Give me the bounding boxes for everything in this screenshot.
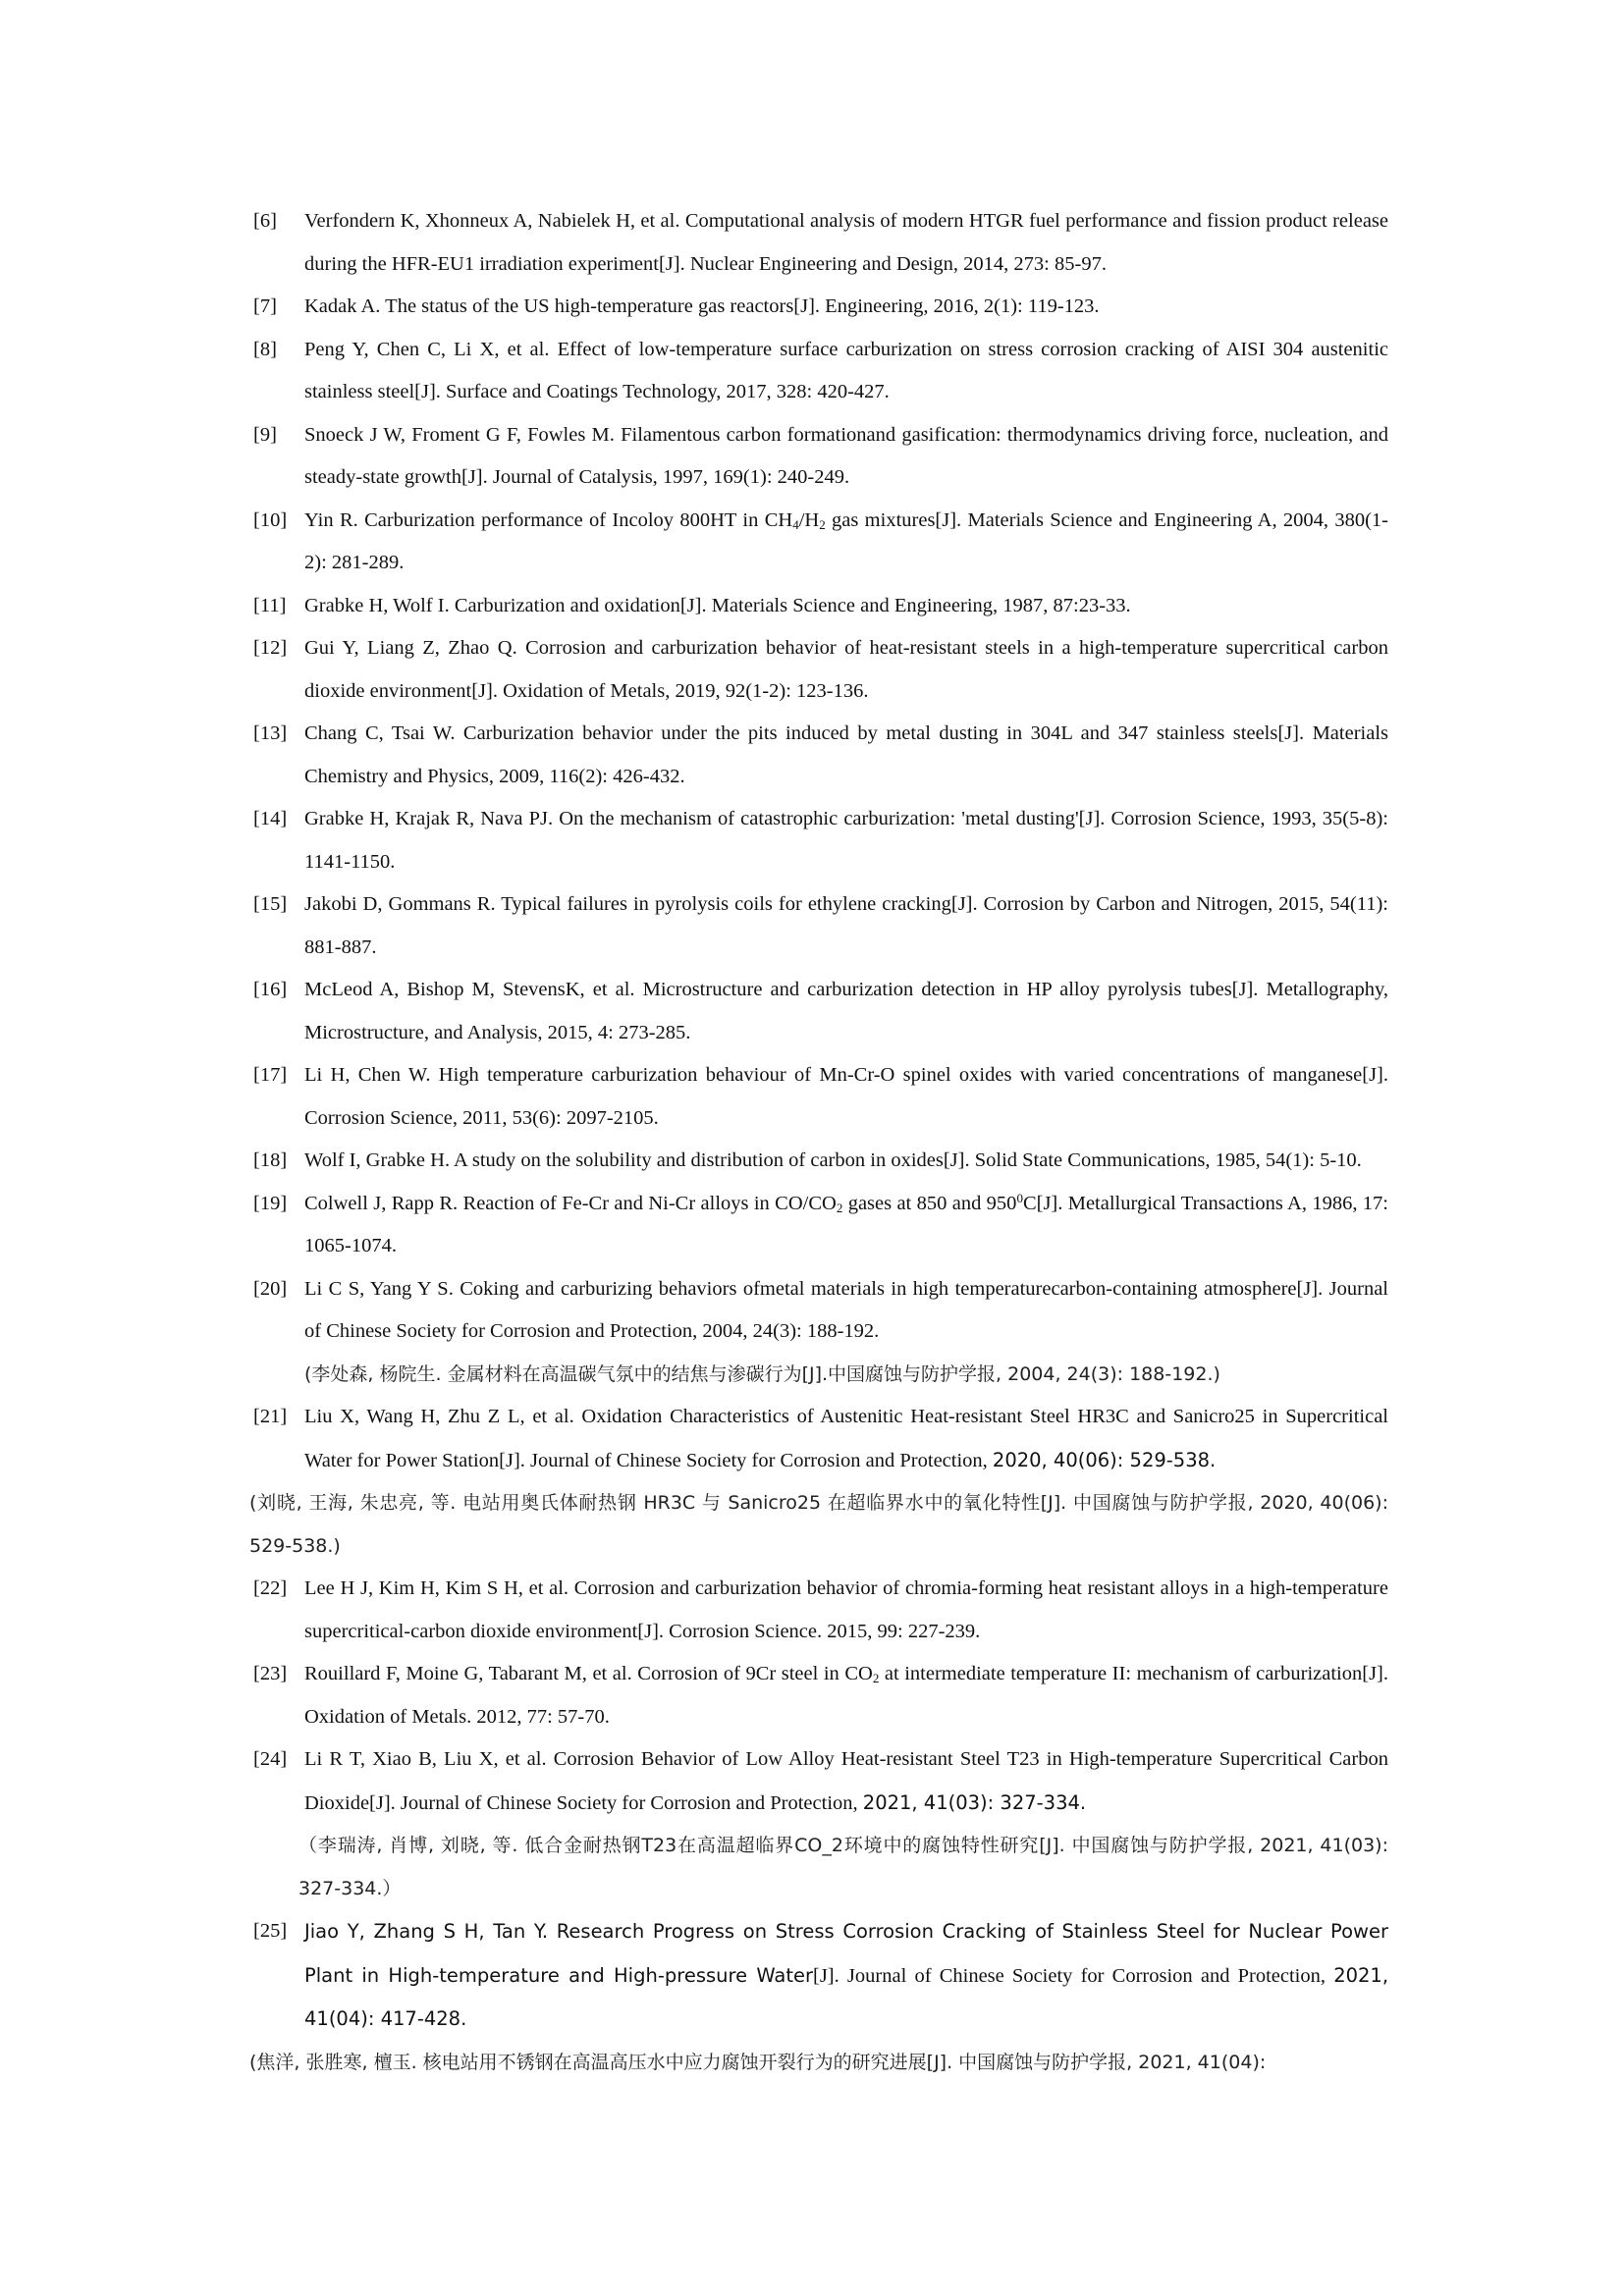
reference-number: [25] [253,1920,288,1942]
reference-number: [16] [253,979,288,1000]
reference-item [253,500,1388,585]
reference-text: McLeod A, Bishop M, StevensK, et al. Microstructure and carburization detection in HP alloy pyrolysis tubes[J]. Metallography, Microstructure, and Analysis, 2015, 4: 273-285. [304,979,1388,1043]
reference-number: [20] [253,1277,288,1300]
reference-number: [12] [253,637,288,659]
reference-text: Verfondern K, Xhonneux A, Nabielek H, et al. Computational analysis of modern HTGR fuel performance and fission product release during the HFR-EU1 irradiation experiment[J]. Nuclear Engineering and Design, 2014, 273: 85-97. [304,210,1388,275]
reference-text [304,500,1388,585]
reference-text [304,1738,1388,1825]
reference-text-part: gases at 850 and 950 [842,1192,1017,1214]
reference-item [253,713,1388,798]
reference-item [253,1396,1388,1482]
reference-item [253,200,1388,286]
reference-number: [14] [253,808,288,829]
reference-item [253,1738,1388,1825]
reference-text: Wolf I, Grabke H. A study on the solubility and distribution of carbon in oxides[J]. Solid State Communications, 1985, 54(1): 5-10. [304,1149,1362,1171]
reference-number: [18] [253,1149,288,1171]
reference-text-part: [J]. Journal of Chinese Society for Corrosion and Protection, [813,1964,1334,1987]
reference-number: [6] [253,210,277,232]
reference-item [253,1140,1388,1183]
reference-text-part: Li R T, Xiao B, Liu X, et al. Corrosion Behavior of Low Alloy Heat-resistant Steel T23 in High-temperature Supercritical Carbon Dioxide[J]. Journal of Chinese Society for Corrosion and Protection, [304,1748,1388,1814]
reference-number: [13] [253,722,288,744]
reference-number: [24] [253,1748,288,1770]
reference-number: [22] [253,1577,288,1599]
reference-number: [9] [253,423,277,446]
subscript: 4 [792,516,799,532]
reference-text-part: gas mixtures[J]. Materials Science and Engineering A, 2004, 380(1-2): 281-289. [304,508,1389,573]
reference-text-part: C[J]. Metallurgical Transactions A, 1986, 17: 1065-1074. [304,1192,1389,1256]
superscript: 0 [1016,1190,1023,1205]
subscript: 2 [819,516,826,532]
reference-number: [15] [253,893,288,915]
reference-text-part: 2020, 40(06): 529-538. [992,1448,1217,1471]
reference-text: Li H, Chen W. High temperature carburization behaviour of Mn-Cr-O spinel oxides with varied concentrations of manganese[J]. Corrosion Science, 2011, 53(6): 2097-2105. [304,1064,1388,1129]
subscript: 2 [872,1671,880,1685]
reference-number: [19] [253,1192,288,1214]
reference-item [253,1054,1388,1140]
reference-item [253,286,1388,329]
reference-text-part: Research Progress on Stress Corrosion Cracking of Stainless Steel for Nuclear Power Plant in High-temperature and High-pressure Water [304,1920,1389,1987]
reference-text-part: at intermediate temperature II: mechanism of carburization[J]. Oxidation of Metals. 2012, 77: 57-70. [304,1663,1388,1728]
reference-text: Kadak A. The status of the US high-temperature gas reactors[J]. Engineering, 2016, 2(1): 119-123. [304,295,1100,317]
reference-text: Jakobi D, Gommans R. Typical failures in pyrolysis coils for ethylene cracking[J]. Corrosion by Carbon and Nitrogen, 2015, 54(11): 881-887. [304,893,1388,958]
reference-item [253,798,1388,883]
reference-text [304,1396,1388,1482]
reference-number: [10] [253,508,288,531]
reference-text: Gui Y, Liang Z, Zhao Q. Corrosion and carburization behavior of heat-resistant steels in a high-temperature supercritical carbon dioxide environment[J]. Oxidation of Metals, 2019, 92(1-2): 123-136. [304,637,1388,702]
reference-text: Snoeck J W, Froment G F, Fowles M. Filamentous carbon formationand gasification: thermodynamics driving force, nucleation, and steady-state growth[J]. Journal of Catalysis, 1997, 169(1): 240-249. [304,423,1388,488]
subscript: 2 [836,1200,843,1215]
reference-item [253,1910,1388,2042]
reference-text: Peng Y, Chen C, Li X, et al. Effect of low-temperature surface carburization on stress corrosion cracking of AISI 304 austenitic stainless steel[J]. Surface and Coatings Technology, 2017, 328: 420-427. [304,338,1388,402]
reference-item [253,1653,1388,1738]
reference-chinese-text: （李瑞涛, 肖博, 刘晓, 等. 低合金耐热钢T23在高温超临界CO_2环境中的腐蚀特性研究[J]. 中国腐蚀与防护学报, 2021, 41(03): 327-334.） [298,1835,1388,1899]
reference-number: [7] [253,295,277,317]
reference-text [304,1653,1388,1738]
reference-item [253,1183,1388,1268]
reference-text: Li C S, Yang Y S. Coking and carburizing behaviors ofmetal materials in high temperaturecarbon-containing atmosphere[J]. Journal of Chinese Society for Corrosion and Protection, 2004, 24(3): 188-192. [304,1277,1388,1342]
reference-text-part: /H [798,508,820,531]
reference-text: Grabke H, Wolf I. Carburization and oxidation[J]. Materials Science and Engineering, 1987, 87:23-33. [304,594,1131,616]
reference-text [304,1910,1388,2042]
reference-chinese-text: (刘晓, 王海, 朱忠亮, 等. 电站用奥氏体耐热钢 HR3C 与 Sanicro25 在超临界水中的氧化特性[J]. 中国腐蚀与防护学报, 2020, 40(06): 529-538.) [249,1492,1388,1557]
reference-item [253,883,1388,969]
reference-number: [23] [253,1663,288,1684]
reference-item [253,329,1388,414]
reference-text: Lee H J, Kim H, Kim S H, et al. Corrosion and carburization behavior of chromia-forming heat resistant alloys in a high-temperature supercritical-carbon dioxide environment[J]. Corrosion Science. 2015, 99: 227-239. [304,1577,1388,1642]
reference-list [249,200,1389,2084]
reference-item [253,1568,1388,1653]
reference-text [304,1183,1388,1268]
reference-text: Chang C, Tsai W. Carburization behavior under the pits induced by metal dusting in 304L and 347 stainless steels[J]. Materials Chemistry and Physics, 2009, 116(2): 426-432. [304,722,1388,787]
reference-text-part: Liu X, Wang H, Zhu Z L, et al. Oxidation Characteristics of Austenitic Heat-resistant Steel HR3C and Sanicro25 in Supercritical Water for Power Station[J]. Journal of Chinese Society for Corrosion and Protection, [304,1406,1388,1471]
reference-number: [8] [253,338,277,360]
reference-item [253,1268,1388,1397]
reference-item [253,969,1388,1054]
reference-text: Grabke H, Krajak R, Nava PJ. On the mechanism of catastrophic carburization: 'metal dusting'[J]. Corrosion Science, 1993, 35(5-8): 1141-1150. [304,808,1388,873]
reference-number: [17] [253,1064,288,1086]
reference-number: [11] [253,594,287,616]
reference-item [253,585,1388,628]
reference-text-part: Jiao Y, Zhang S H, Tan Y. [304,1920,557,1943]
reference-chinese-text: (李处森, 杨院生. 金属材料在高温碳气氛中的结焦与渗碳行为[J].中国腐蚀与防护学报, 2004, 24(3): 188-192.) [304,1362,1220,1385]
reference-text-part: Rouillard F, Moine G, Tabarant M, et al. Corrosion of 9Cr steel in CO [304,1663,873,1684]
reference-text-part: 2021, 41(03): 327-334. [862,1790,1087,1814]
reference-item [253,627,1388,713]
reference-chinese-text: (焦洋, 张胜寒, 檀玉. 核电站用不锈钢在高温高压水中应力腐蚀开裂行为的研究进展[J]. 中国腐蚀与防护学报, 2021, 41(04): [249,2051,1267,2073]
reference-item [253,414,1388,500]
reference-number: [21] [253,1406,288,1427]
reference-text-part: Yin R. Carburization performance of Incoloy 800HT in CH [304,508,793,531]
reference-text-part: 2021, 41(04): 417-428. [304,1963,1389,2030]
reference-text-part: Colwell J, Rapp R. Reaction of Fe-Cr and Ni-Cr alloys in CO/CO [304,1192,837,1214]
